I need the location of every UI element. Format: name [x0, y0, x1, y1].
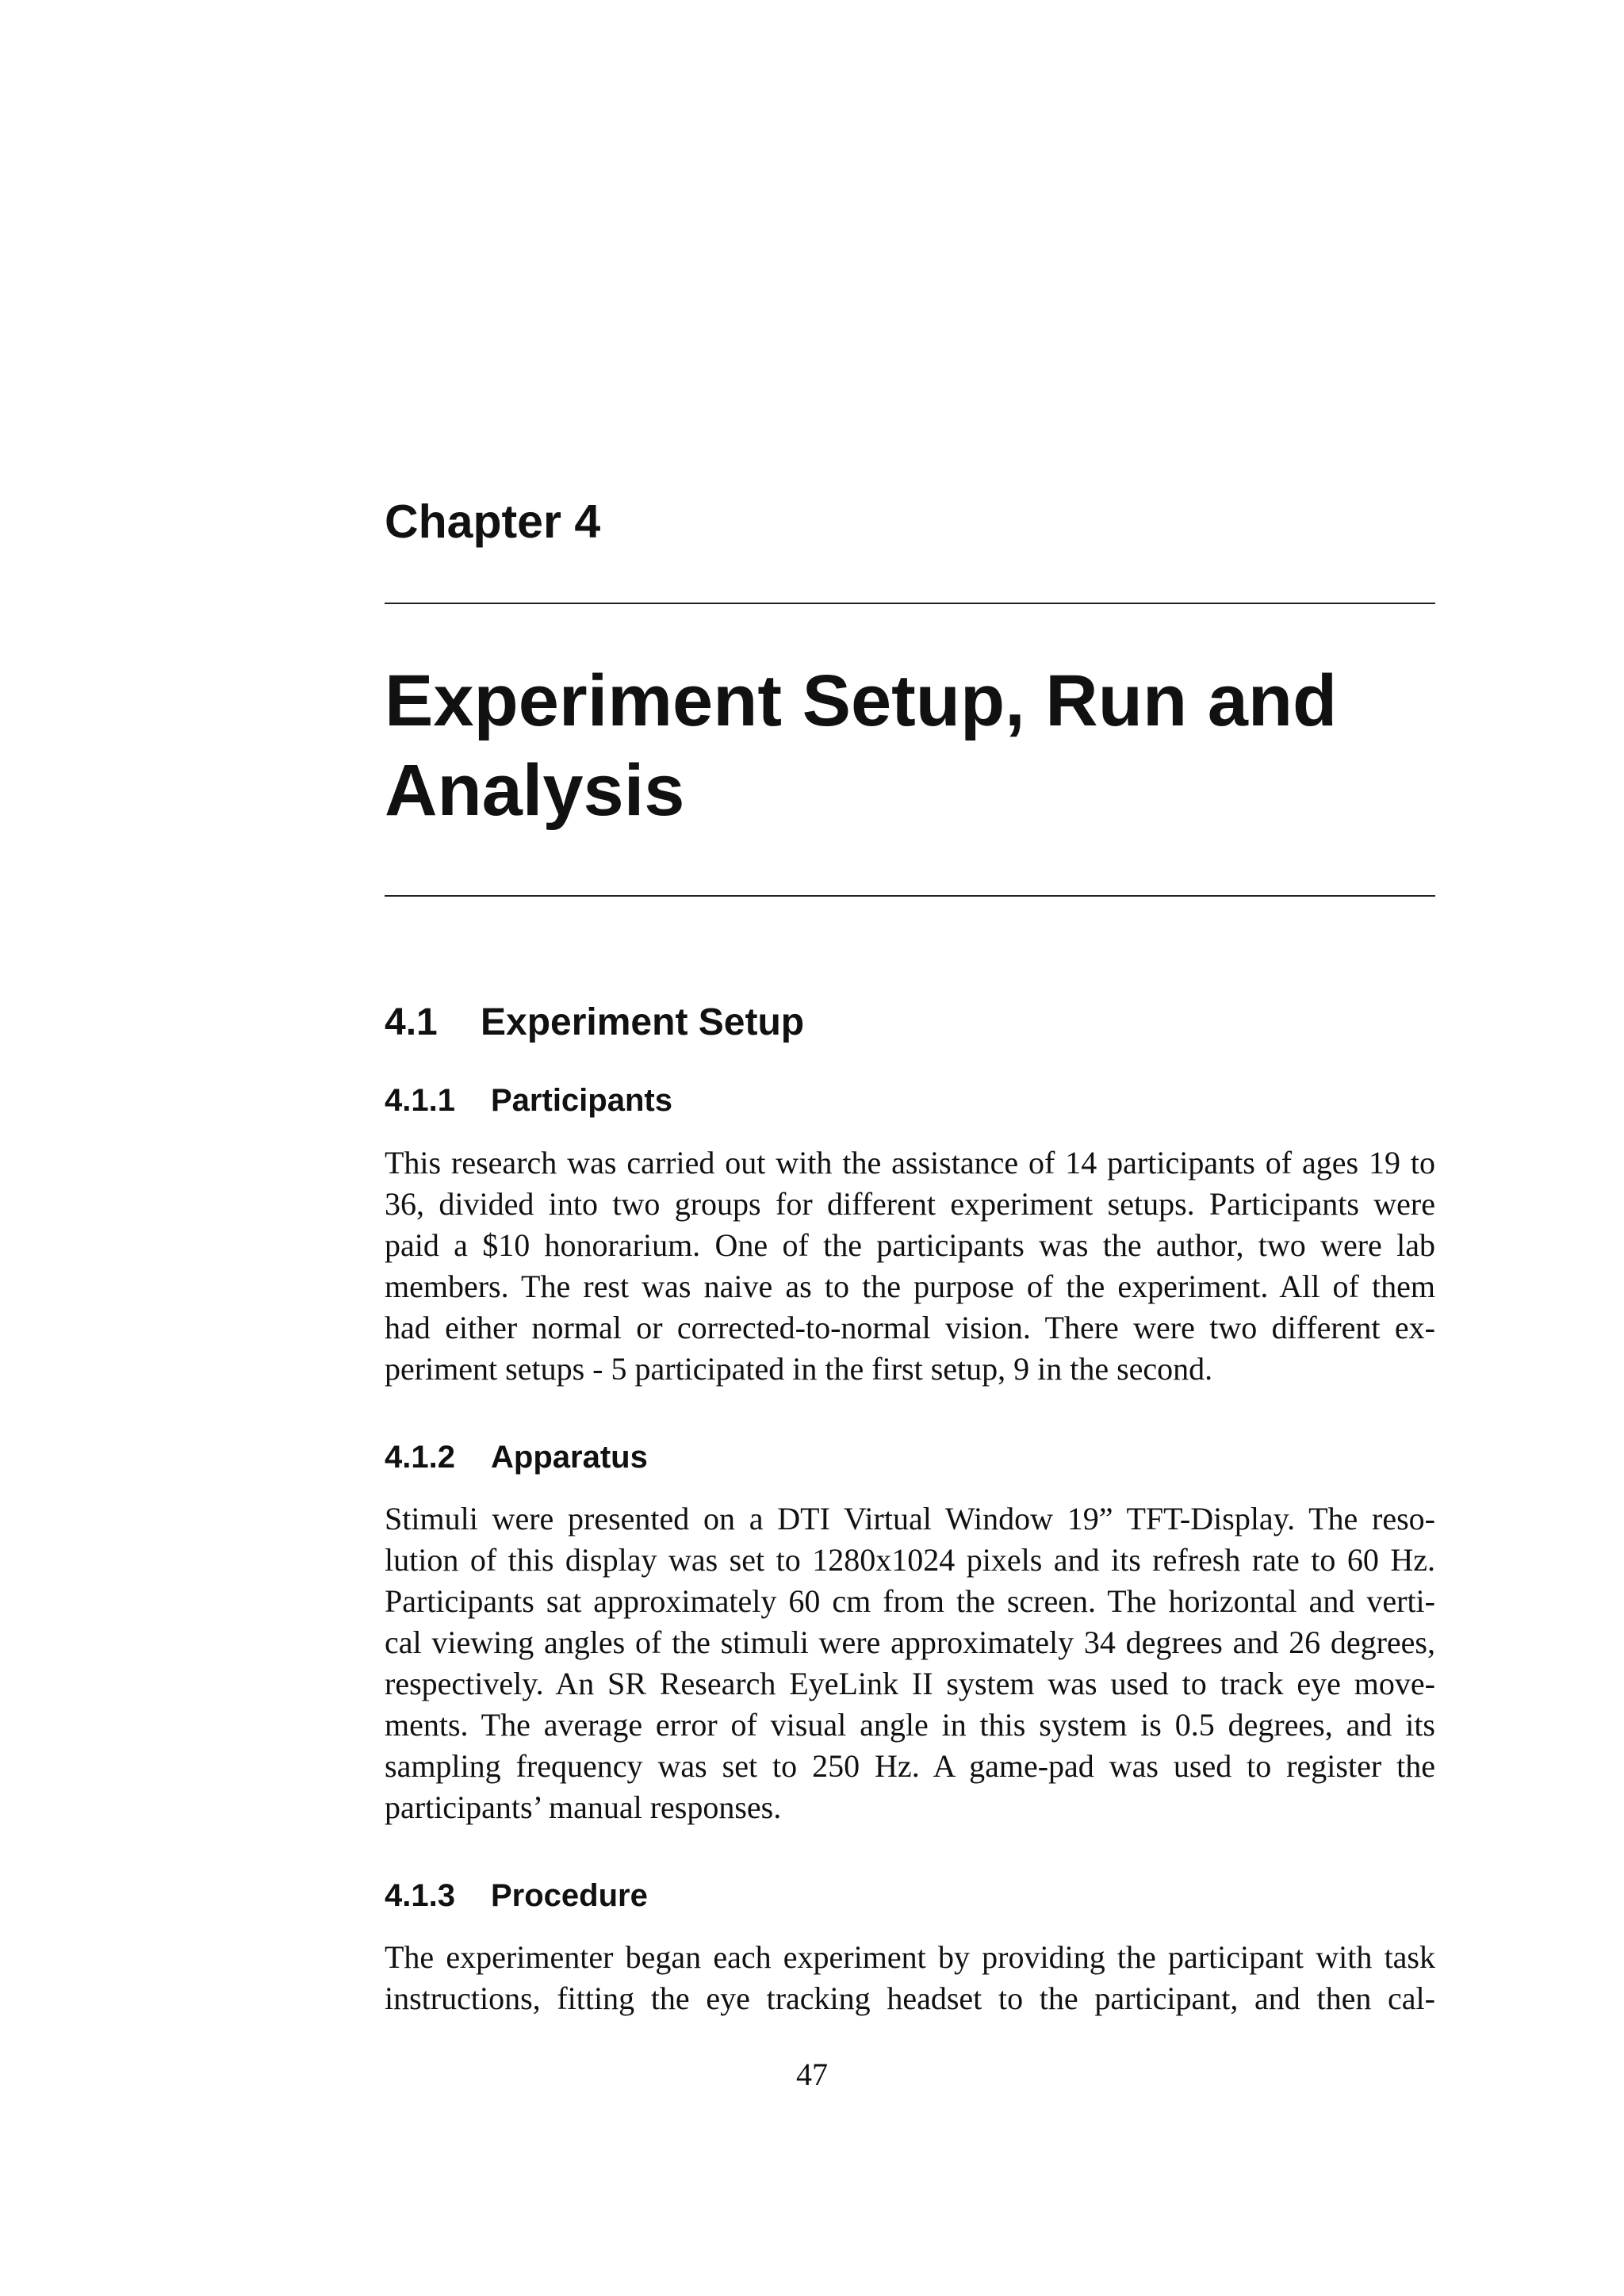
subsection-number: 4.1.2 [385, 1440, 455, 1475]
text-line: lution of this display was set to 1280x1024 pixels and its refresh rate to 60 Hz. [385, 1542, 1435, 1578]
paragraph-procedure [385, 1937, 1435, 2019]
chapter-title-line: Experiment Setup, Run and [385, 660, 1338, 741]
text-line: This research was carried out with the assistance of 14 participants of ages 19 to [385, 1145, 1435, 1181]
text-line: instructions, fitting the eye tracking headset to the participant, and then cal- [385, 1980, 1435, 2016]
text-line: 36, divided into two groups for different experiment setups. Participants were [385, 1186, 1435, 1222]
text-line: periment setups - 5 participated in the first setup, 9 in the second. [385, 1351, 1213, 1387]
subsection-title: Participants [491, 1083, 672, 1118]
text-line: respectively. An SR Research EyeLink II system was used to track eye move- [385, 1666, 1435, 1701]
subsection-number: 4.1.3 [385, 1878, 455, 1913]
paragraph-apparatus [385, 1498, 1435, 1828]
subsection-title: Procedure [491, 1878, 648, 1913]
subsection-title: Apparatus [491, 1440, 648, 1475]
text-line: Stimuli were presented on a DTI Virtual Window 19” TFT-Display. The reso- [385, 1501, 1435, 1536]
text-line: participants’ manual responses. [385, 1789, 782, 1825]
text-line: had either normal or corrected-to-normal vision. There were two different ex- [385, 1310, 1435, 1345]
section-number: 4.1 [385, 1001, 438, 1043]
subsection-heading-participants [385, 1081, 672, 1120]
subsection-heading-procedure [385, 1876, 648, 1915]
subsection-number: 4.1.1 [385, 1083, 455, 1118]
text-line: Participants sat approximately 60 cm from the screen. The horizontal and verti- [385, 1583, 1435, 1619]
page-number: 47 [796, 2057, 828, 2092]
chapter-title-line: Analysis [385, 750, 685, 831]
text-line: ments. The average error of visual angle in this system is 0.5 degrees, and its [385, 1707, 1435, 1743]
paragraph-participants [385, 1142, 1435, 1390]
text-line: cal viewing angles of the stimuli were approximately 34 degrees and 26 degrees, [385, 1624, 1435, 1660]
subsection-heading-apparatus [385, 1437, 648, 1477]
text-line: paid a $10 honorarium. One of the participants was the author, two were lab [385, 1227, 1435, 1263]
chapter-rule-bottom [385, 895, 1435, 897]
section-heading [385, 1000, 804, 1046]
chapter-title [385, 656, 1435, 836]
chapter-label: Chapter 4 [385, 496, 601, 548]
chapter-rule-top [385, 603, 1435, 604]
text-line: The experimenter began each experiment by providing the participant with task [385, 1939, 1435, 1975]
section-title: Experiment Setup [481, 1001, 805, 1043]
text-line: members. The rest was naive as to the purpose of the experiment. All of them [385, 1269, 1435, 1304]
text-line: sampling frequency was set to 250 Hz. A game-pad was used to register the [385, 1748, 1435, 1784]
